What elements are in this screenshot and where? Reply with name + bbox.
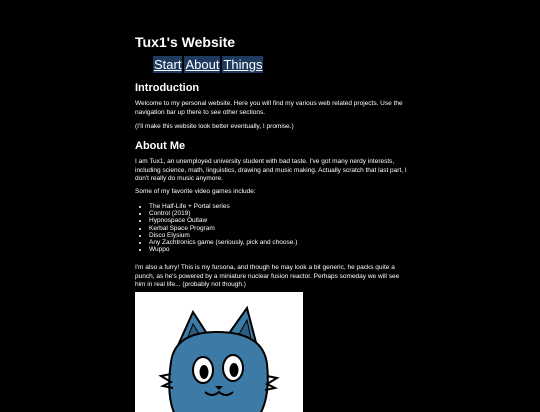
cat-right-pupil — [230, 363, 239, 377]
cat-left-pupil — [200, 365, 209, 379]
nav-link-about[interactable]: About — [185, 57, 220, 72]
nav-link-things[interactable]: Things — [223, 57, 263, 72]
list-item: • Disco Elysium — [149, 232, 297, 239]
games-intro: Some of my favorite video games include: — [135, 188, 256, 195]
intro-paragraph: Welcome to my personal website. Here you will find my various web related projects. Use the navigation bar up there to see other sections. — [135, 100, 403, 116]
about-heading: About Me — [135, 140, 186, 152]
intro-heading: Introduction — [135, 82, 200, 94]
nav-link-start[interactable]: Start — [154, 57, 182, 72]
cat-head — [169, 332, 268, 412]
list-item: • Any Zachtronics game (seriously, pick and choose.) — [149, 239, 297, 246]
list-item: • Control (2019) — [149, 210, 297, 217]
list-item: • Kerbal Space Program — [149, 225, 297, 232]
about-paragraph: I am Tux1, an unemployed university student with bad taste. I've got many nerdy interests, including science, math, linguistics, drawing and music making. Actually scratch that last part, I don't really do music anymore. — [135, 158, 407, 182]
fursona-paragraph: I'm also a furry! This is my fursona, and though he may look a bit generic, he packs quite a punch, as he's powered by a miniature nuclear fusion reactor. Perhaps someday we will see him in real life... (probably not though.) — [135, 264, 400, 288]
fursona-image — [135, 292, 303, 412]
fursona-cat-drawing — [135, 292, 303, 412]
games-list — [135, 203, 297, 253]
site-title: Tux1's Website — [135, 34, 236, 50]
list-item: • The Half-Life + Portal series — [149, 203, 297, 210]
navigation-bar — [153, 56, 263, 73]
list-item: • Wuppo — [149, 246, 297, 253]
intro-note: (I'll make this website look better eventually, I promise.) — [135, 123, 294, 130]
list-item: • Hypnospace Outlaw — [149, 217, 297, 224]
